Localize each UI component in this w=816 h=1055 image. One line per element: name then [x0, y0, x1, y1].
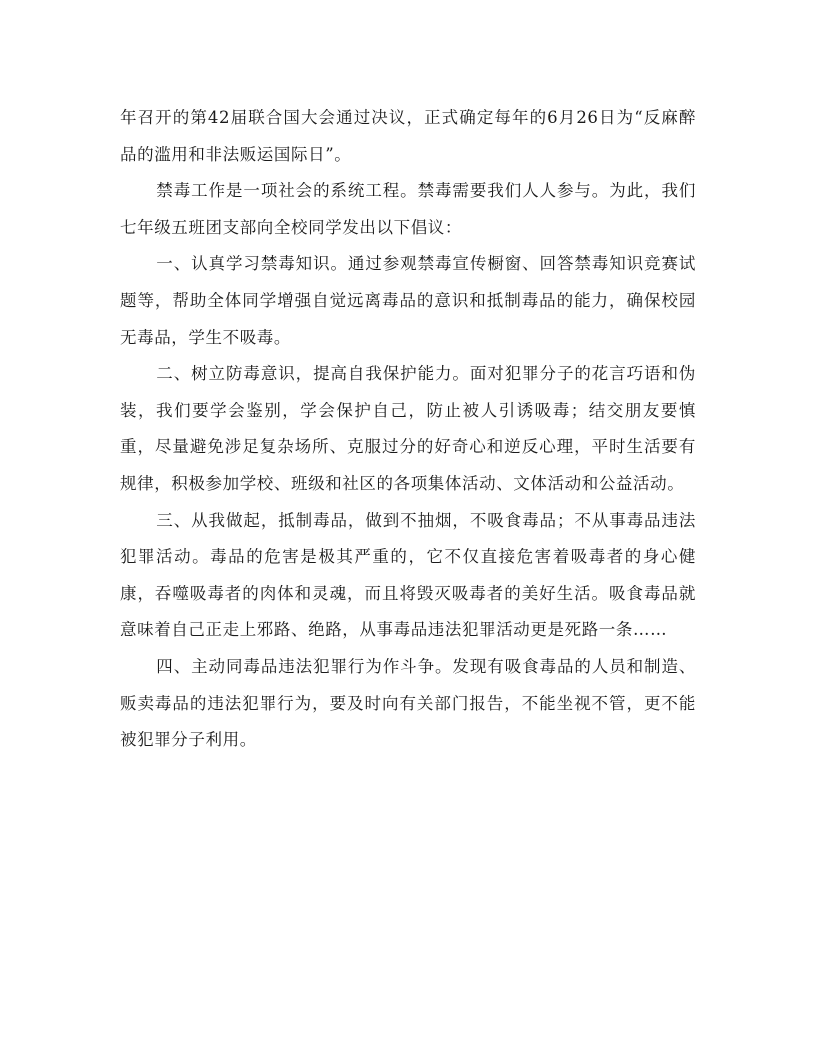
paragraph-item-1: 一、认真学习禁毒知识。通过参观禁毒宣传橱窗、回答禁毒知识竞赛试题等，帮助全体同学增强自觉远离毒品的意识和抵制毒品的能力，确保校园无毒品，学生不吸毒。 [120, 254, 696, 347]
paragraph-item-3: 三、从我做起，抵制毒品，做到不抽烟，不吸食毒品；不从事毒品违法犯罪活动。毒品的危害是极其严重的，它不仅直接危害着吸毒者的身心健康，吞噬吸毒者的肉体和灵魂，而且将毁灭吸毒者的美好生活。吸食毒品就意味着自己正走上邪路、绝路，从事毒品违法犯罪活动更是死路一条…… [120, 510, 696, 640]
paragraph-item-4: 四、主动同毒品违法犯罪行为作斗争。发现有吸食毒品的人员和制造、贩卖毒品的违法犯罪行为，要及时向有关部门报告，不能坐视不管，更不能被犯罪分子利用。 [120, 656, 696, 750]
paragraph-item-2: 二、树立防毒意识，提高自我保护能力。面对犯罪分子的花言巧语和伪装，我们要学会鉴别，学会保护自己，防止被人引诱吸毒；结交朋友要慎重，尽量避免涉足复杂场所、克服过分的好奇心和逆反心理，平时生活要有规律，积极参加学校、班级和社区的各项集体活动、文体活动和公益活动。 [120, 364, 696, 493]
paragraph-intro: 禁毒工作是一项社会的系统工程。禁毒需要我们人人参与。为此，我们七年级五班团支部向全校同学发出以下倡议： [120, 181, 696, 237]
document-body [120, 100, 696, 759]
paragraph-continuation: 年召开的第42届联合国大会通过决议，正式确定每年的6月26日为“反麻醉品的滥用和非法贩运国际日”。 [120, 108, 696, 164]
